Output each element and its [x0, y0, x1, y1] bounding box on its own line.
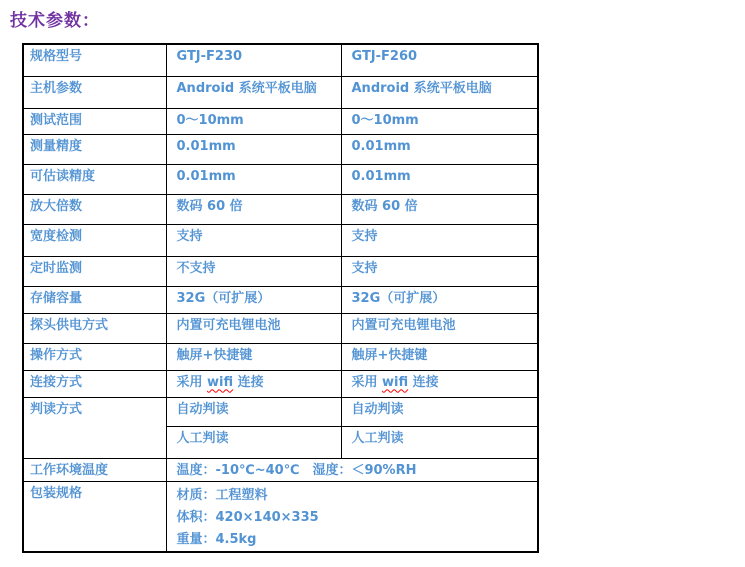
cell-f230: 32G（可扩展）	[166, 286, 341, 313]
text-part: 连接	[233, 374, 264, 390]
cell-f260: GTJ-F260	[341, 44, 538, 76]
cell-f260: 0.01mm	[341, 164, 538, 194]
row-label: 操作方式	[23, 343, 166, 370]
cell-f260: 内置可充电锂电池	[341, 313, 538, 343]
row-label: 探头供电方式	[23, 313, 166, 343]
row-label: 规格型号	[23, 44, 166, 76]
cell-f260: 支持	[341, 224, 538, 256]
table-row	[23, 76, 538, 108]
row-label: 宽度检测	[23, 224, 166, 256]
package-line: 体积：420×140×335	[176, 509, 319, 525]
table-row	[23, 370, 538, 397]
row-label: 判读方式	[23, 397, 166, 458]
row-label: 可估读精度	[23, 164, 166, 194]
cell-f230: 数码 60 倍	[166, 194, 341, 224]
text-part: 采用	[176, 374, 208, 390]
cell-merged: 温度：-10℃~40℃ 湿度：＜90%RH	[166, 458, 538, 481]
cell-f230: 支持	[166, 224, 341, 256]
table-row	[23, 313, 538, 343]
cell-f260: 触屏+快捷键	[341, 343, 538, 370]
cell-f260: 支持	[341, 256, 538, 286]
table-row	[23, 458, 538, 481]
page-title: 技术参数：	[10, 11, 100, 31]
row-label: 定时监测	[23, 256, 166, 286]
table-row	[23, 194, 538, 224]
row-label: 连接方式	[23, 370, 166, 397]
row-label: 测试范围	[23, 108, 166, 134]
cell-f260	[341, 370, 538, 397]
cell-f230: 0.01mm	[166, 164, 341, 194]
package-line: 重量：4.5kg	[176, 531, 257, 547]
cell-f230: 不支持	[166, 256, 341, 286]
cell-f230: 人工判读	[166, 426, 341, 458]
cell-f260: Android 系统平板电脑	[341, 76, 538, 108]
row-label: 工作环境温度	[23, 458, 166, 481]
table-row	[23, 286, 538, 313]
wifi-text: wifi	[382, 374, 409, 390]
cell-f260: 人工判读	[341, 426, 538, 458]
cell-f260: 自动判读	[341, 397, 538, 426]
table-row	[23, 44, 538, 76]
cell-f230: 0～10mm	[166, 108, 341, 134]
cell-f230	[166, 370, 341, 397]
table-row	[23, 481, 538, 552]
text-part: 连接	[408, 374, 439, 390]
row-label: 测量精度	[23, 134, 166, 164]
row-label: 包装规格	[23, 481, 166, 552]
table-row	[23, 224, 538, 256]
text-part: 采用	[351, 374, 383, 390]
package-line: 材质：工程塑料	[176, 487, 268, 503]
cell-f230: GTJ-F230	[166, 44, 341, 76]
wifi-text: wifi	[207, 374, 234, 390]
table-row	[23, 397, 538, 426]
table-row	[23, 108, 538, 134]
row-label: 存储容量	[23, 286, 166, 313]
table-row	[23, 343, 538, 370]
table-row	[23, 256, 538, 286]
row-label: 主机参数	[23, 76, 166, 108]
cell-f230: Android 系统平板电脑	[166, 76, 341, 108]
cell-f260: 0.01mm	[341, 134, 538, 164]
cell-f230: 触屏+快捷键	[166, 343, 341, 370]
cell-f260: 数码 60 倍	[341, 194, 538, 224]
cell-f260: 32G（可扩展）	[341, 286, 538, 313]
cell-f260: 0～10mm	[341, 108, 538, 134]
cell-f230: 自动判读	[166, 397, 341, 426]
cell-f230: 内置可充电锂电池	[166, 313, 341, 343]
cell-merged	[166, 481, 538, 552]
table-row	[23, 134, 538, 164]
spec-table	[22, 43, 539, 553]
table-row	[23, 164, 538, 194]
row-label: 放大倍数	[23, 194, 166, 224]
cell-f230: 0.01mm	[166, 134, 341, 164]
